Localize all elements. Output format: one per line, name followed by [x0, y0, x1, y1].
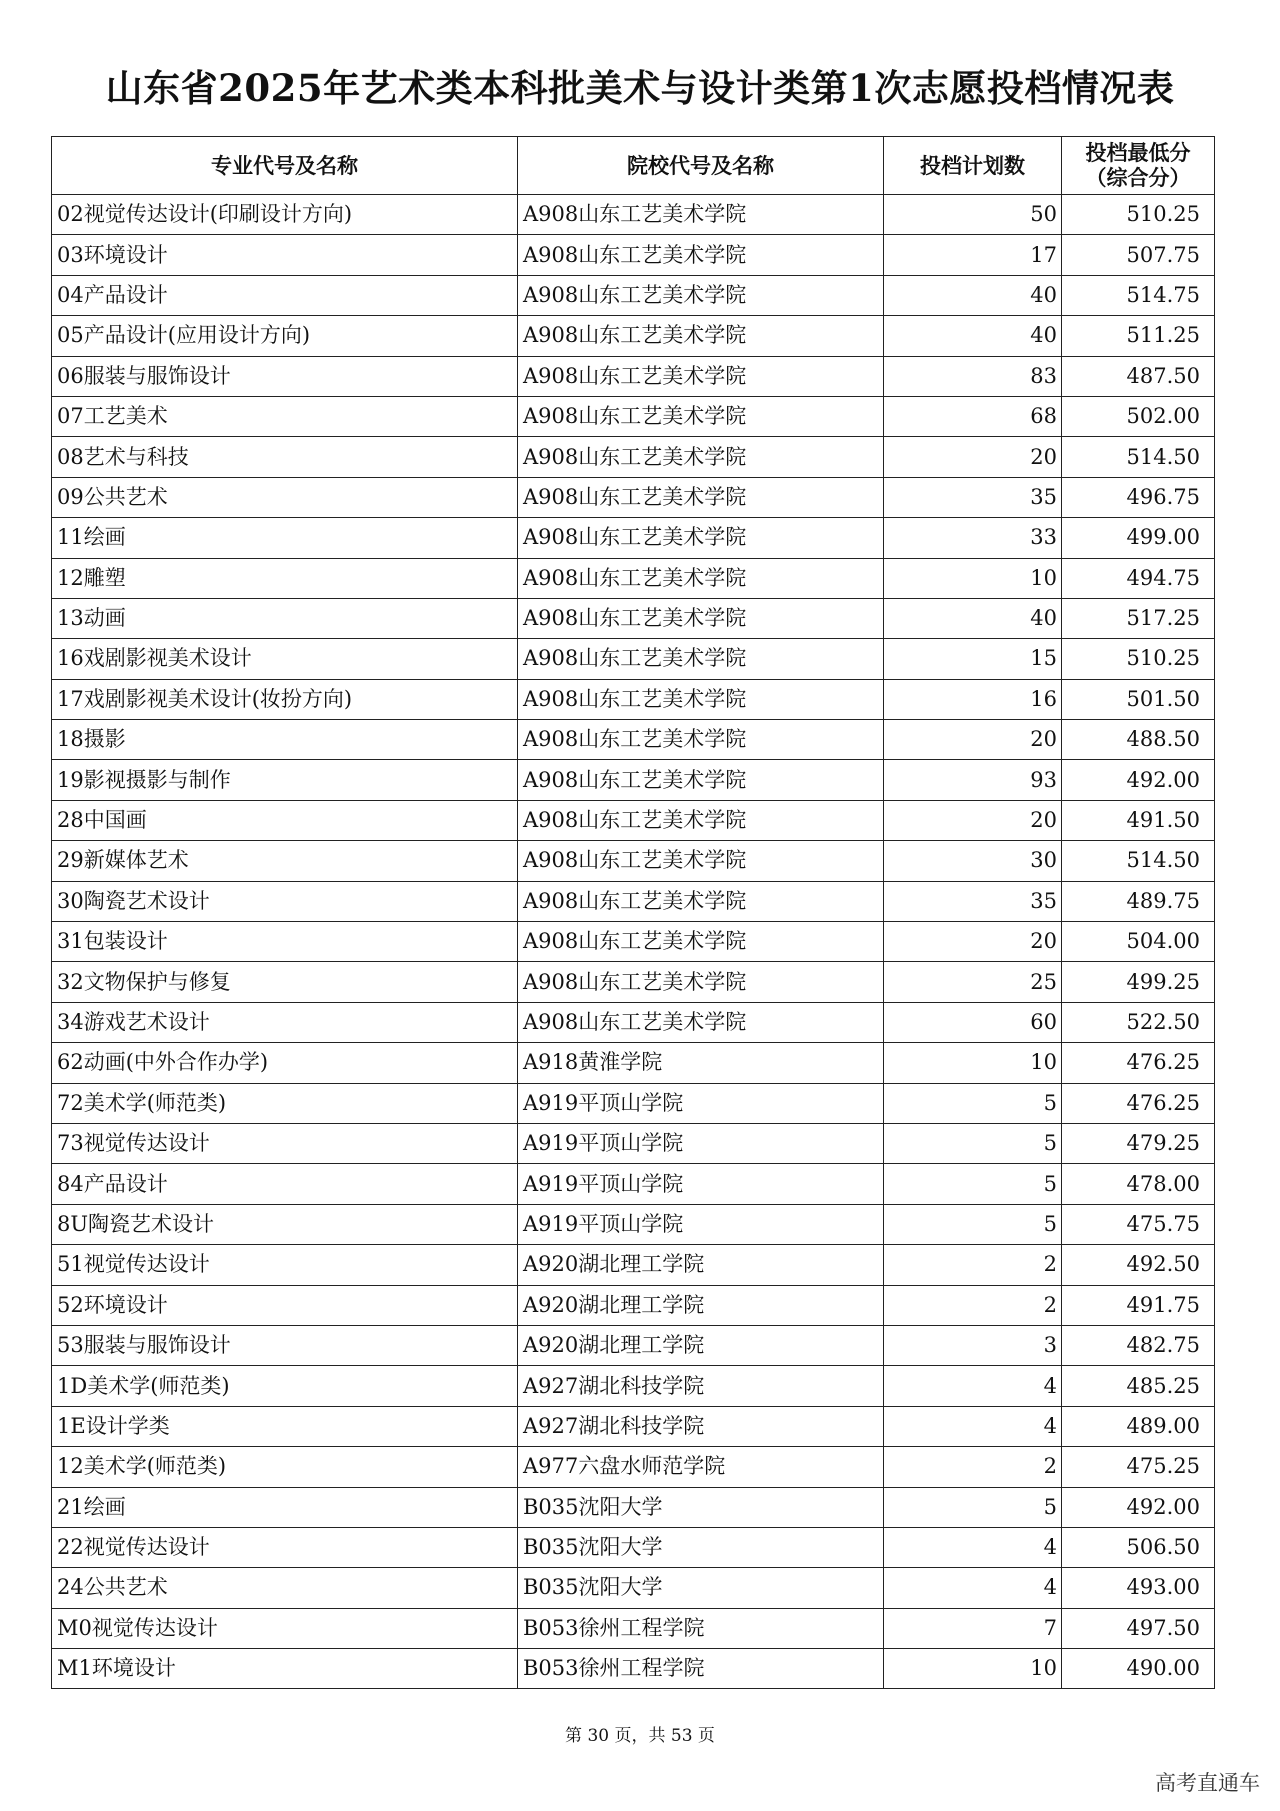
cell-major: 24公共艺术: [52, 1568, 518, 1608]
cell-plan: 10: [884, 1043, 1062, 1083]
cell-school: A908山东工艺美术学院: [518, 356, 884, 396]
table-row: [52, 1083, 1215, 1123]
cell-major: 18摄影: [52, 720, 518, 760]
cell-major: 12雕塑: [52, 558, 518, 598]
cell-score: 514.50: [1062, 437, 1215, 477]
cell-plan: 5: [884, 1487, 1062, 1527]
cell-school: A920湖北理工学院: [518, 1325, 884, 1365]
cell-school: A908山东工艺美术学院: [518, 316, 884, 356]
cell-school: A918黄淮学院: [518, 1043, 884, 1083]
cell-plan: 25: [884, 962, 1062, 1002]
table-row: [52, 962, 1215, 1002]
table-row: [52, 356, 1215, 396]
cell-score: 507.75: [1062, 235, 1215, 275]
cell-plan: 17: [884, 235, 1062, 275]
cell-plan: 4: [884, 1568, 1062, 1608]
cell-score: 492.50: [1062, 1245, 1215, 1285]
cell-school: A908山东工艺美术学院: [518, 760, 884, 800]
cell-major: 62动画(中外合作办学): [52, 1043, 518, 1083]
cell-school: A919平顶山学院: [518, 1123, 884, 1163]
admission-table: [51, 136, 1215, 1689]
cell-major: 34游戏艺术设计: [52, 1002, 518, 1042]
cell-major: 8U陶瓷艺术设计: [52, 1204, 518, 1244]
cell-major: 31包装设计: [52, 922, 518, 962]
cell-score: 489.00: [1062, 1406, 1215, 1446]
cell-plan: 2: [884, 1285, 1062, 1325]
table-row: [52, 437, 1215, 477]
cell-school: A908山东工艺美术学院: [518, 841, 884, 881]
cell-school: A908山东工艺美术学院: [518, 720, 884, 760]
cell-score: 475.25: [1062, 1447, 1215, 1487]
cell-school: A919平顶山学院: [518, 1164, 884, 1204]
cell-major: 13动画: [52, 598, 518, 638]
cell-major: 52环境设计: [52, 1285, 518, 1325]
header-min-score: [1062, 137, 1215, 195]
cell-score: 492.00: [1062, 760, 1215, 800]
table-row: [52, 235, 1215, 275]
cell-score: 517.25: [1062, 598, 1215, 638]
cell-major: 16戏剧影视美术设计: [52, 639, 518, 679]
cell-major: 32文物保护与修复: [52, 962, 518, 1002]
table-row: [52, 679, 1215, 719]
cell-school: A920湖北理工学院: [518, 1245, 884, 1285]
table-row: [52, 1568, 1215, 1608]
cell-score: 489.75: [1062, 881, 1215, 921]
cell-school: A908山东工艺美术学院: [518, 235, 884, 275]
cell-school: B035沈阳大学: [518, 1487, 884, 1527]
cell-school: A908山东工艺美术学院: [518, 598, 884, 638]
cell-school: A908山东工艺美术学院: [518, 396, 884, 436]
cell-score: 501.50: [1062, 679, 1215, 719]
table-row: [52, 558, 1215, 598]
cell-plan: 5: [884, 1204, 1062, 1244]
cell-school: A919平顶山学院: [518, 1083, 884, 1123]
cell-score: 492.00: [1062, 1487, 1215, 1527]
page-footer: 第 30 页，共 53 页: [565, 1726, 715, 1746]
cell-plan: 60: [884, 1002, 1062, 1042]
cell-school: A908山东工艺美术学院: [518, 275, 884, 315]
cell-plan: 4: [884, 1366, 1062, 1406]
cell-plan: 5: [884, 1083, 1062, 1123]
cell-score: 475.75: [1062, 1204, 1215, 1244]
cell-score: 476.25: [1062, 1083, 1215, 1123]
cell-score: 499.00: [1062, 518, 1215, 558]
table-row: [52, 1123, 1215, 1163]
cell-major: M0视觉传达设计: [52, 1608, 518, 1648]
table-row: [52, 720, 1215, 760]
table-row: [52, 1527, 1215, 1567]
cell-plan: 7: [884, 1608, 1062, 1648]
cell-score: 491.50: [1062, 800, 1215, 840]
cell-major: 1D美术学(师范类): [52, 1366, 518, 1406]
table-row: [52, 1406, 1215, 1446]
table-row: [52, 1366, 1215, 1406]
cell-plan: 33: [884, 518, 1062, 558]
table-row: [52, 841, 1215, 881]
cell-plan: 93: [884, 760, 1062, 800]
table-row: [52, 396, 1215, 436]
table-row: [52, 1649, 1215, 1689]
cell-score: 511.25: [1062, 316, 1215, 356]
cell-school: A908山东工艺美术学院: [518, 1002, 884, 1042]
cell-school: A927湖北科技学院: [518, 1366, 884, 1406]
cell-score: 476.25: [1062, 1043, 1215, 1083]
cell-plan: 2: [884, 1245, 1062, 1285]
table-row: [52, 598, 1215, 638]
table-row: [52, 1245, 1215, 1285]
cell-major: 30陶瓷艺术设计: [52, 881, 518, 921]
cell-score: 491.75: [1062, 1285, 1215, 1325]
cell-school: B053徐州工程学院: [518, 1649, 884, 1689]
header-min-score-line2: （综合分）: [1085, 164, 1191, 190]
cell-school: A908山东工艺美术学院: [518, 800, 884, 840]
cell-plan: 2: [884, 1447, 1062, 1487]
cell-major: 08艺术与科技: [52, 437, 518, 477]
header-plan: 投档计划数: [884, 137, 1062, 195]
cell-school: A908山东工艺美术学院: [518, 477, 884, 517]
cell-score: 488.50: [1062, 720, 1215, 760]
cell-major: 07工艺美术: [52, 396, 518, 436]
table-row: [52, 881, 1215, 921]
cell-school: A908山东工艺美术学院: [518, 558, 884, 598]
table-row: [52, 1204, 1215, 1244]
cell-major: M1环境设计: [52, 1649, 518, 1689]
cell-score: 506.50: [1062, 1527, 1215, 1567]
cell-plan: 20: [884, 800, 1062, 840]
cell-major: 53服装与服饰设计: [52, 1325, 518, 1365]
cell-plan: 30: [884, 841, 1062, 881]
table-row: [52, 1325, 1215, 1365]
cell-school: B053徐州工程学院: [518, 1608, 884, 1648]
cell-major: 84产品设计: [52, 1164, 518, 1204]
cell-plan: 5: [884, 1164, 1062, 1204]
table-row: [52, 1608, 1215, 1648]
cell-score: 493.00: [1062, 1568, 1215, 1608]
cell-plan: 40: [884, 275, 1062, 315]
cell-plan: 5: [884, 1123, 1062, 1163]
cell-major: 11绘画: [52, 518, 518, 558]
table-row: [52, 316, 1215, 356]
table-row: [52, 1164, 1215, 1204]
cell-school: A908山东工艺美术学院: [518, 922, 884, 962]
cell-school: A908山东工艺美术学院: [518, 639, 884, 679]
table-row: [52, 477, 1215, 517]
cell-plan: 50: [884, 195, 1062, 235]
cell-score: 490.00: [1062, 1649, 1215, 1689]
table-row: [52, 275, 1215, 315]
cell-score: 479.25: [1062, 1123, 1215, 1163]
cell-school: A920湖北理工学院: [518, 1285, 884, 1325]
cell-score: 499.25: [1062, 962, 1215, 1002]
cell-plan: 20: [884, 437, 1062, 477]
table-row: [52, 1285, 1215, 1325]
cell-school: A908山东工艺美术学院: [518, 679, 884, 719]
cell-score: 504.00: [1062, 922, 1215, 962]
document-title: 山东省2025年艺术类本科批美术与设计类第1次志愿投档情况表: [105, 66, 1175, 110]
cell-plan: 20: [884, 720, 1062, 760]
table-row: [52, 760, 1215, 800]
cell-school: A908山东工艺美术学院: [518, 881, 884, 921]
cell-plan: 35: [884, 881, 1062, 921]
cell-plan: 35: [884, 477, 1062, 517]
cell-plan: 40: [884, 598, 1062, 638]
cell-school: A977六盘水师范学院: [518, 1447, 884, 1487]
cell-score: 496.75: [1062, 477, 1215, 517]
cell-school: A908山东工艺美术学院: [518, 962, 884, 1002]
watermark: 高考直通车: [1155, 1771, 1260, 1795]
table-row: [52, 922, 1215, 962]
cell-plan: 3: [884, 1325, 1062, 1365]
cell-school: A908山东工艺美术学院: [518, 437, 884, 477]
cell-school: A919平顶山学院: [518, 1204, 884, 1244]
cell-major: 29新媒体艺术: [52, 841, 518, 881]
cell-major: 73视觉传达设计: [52, 1123, 518, 1163]
cell-score: 514.75: [1062, 275, 1215, 315]
cell-score: 494.75: [1062, 558, 1215, 598]
cell-school: A908山东工艺美术学院: [518, 518, 884, 558]
table-row: [52, 518, 1215, 558]
table-row: [52, 800, 1215, 840]
cell-plan: 4: [884, 1406, 1062, 1446]
cell-major: 22视觉传达设计: [52, 1527, 518, 1567]
cell-school: A927湖北科技学院: [518, 1406, 884, 1446]
table-row: [52, 1447, 1215, 1487]
cell-major: 51视觉传达设计: [52, 1245, 518, 1285]
cell-major: 1E设计学类: [52, 1406, 518, 1446]
cell-major: 02视觉传达设计(印刷设计方向): [52, 195, 518, 235]
cell-plan: 68: [884, 396, 1062, 436]
cell-school: B035沈阳大学: [518, 1568, 884, 1608]
header-school: 院校代号及名称: [518, 137, 884, 195]
cell-major: 09公共艺术: [52, 477, 518, 517]
cell-major: 19影视摄影与制作: [52, 760, 518, 800]
cell-plan: 10: [884, 558, 1062, 598]
cell-major: 17戏剧影视美术设计(妆扮方向): [52, 679, 518, 719]
cell-score: 497.50: [1062, 1608, 1215, 1648]
cell-score: 510.25: [1062, 195, 1215, 235]
cell-plan: 83: [884, 356, 1062, 396]
cell-plan: 10: [884, 1649, 1062, 1689]
cell-plan: 4: [884, 1527, 1062, 1567]
cell-plan: 16: [884, 679, 1062, 719]
header-min-score-line1: 投档最低分: [1085, 140, 1191, 166]
cell-major: 03环境设计: [52, 235, 518, 275]
cell-score: 510.25: [1062, 639, 1215, 679]
cell-score: 485.25: [1062, 1366, 1215, 1406]
table-header-row: [52, 137, 1215, 195]
cell-school: A908山东工艺美术学院: [518, 195, 884, 235]
cell-plan: 20: [884, 922, 1062, 962]
cell-score: 522.50: [1062, 1002, 1215, 1042]
cell-major: 06服装与服饰设计: [52, 356, 518, 396]
cell-score: 478.00: [1062, 1164, 1215, 1204]
cell-major: 12美术学(师范类): [52, 1447, 518, 1487]
cell-score: 487.50: [1062, 356, 1215, 396]
table-body: [52, 195, 1215, 1689]
cell-score: 502.00: [1062, 396, 1215, 436]
cell-major: 72美术学(师范类): [52, 1083, 518, 1123]
table-row: [52, 1487, 1215, 1527]
cell-plan: 40: [884, 316, 1062, 356]
cell-score: 482.75: [1062, 1325, 1215, 1365]
cell-major: 05产品设计(应用设计方向): [52, 316, 518, 356]
cell-plan: 15: [884, 639, 1062, 679]
table-row: [52, 1002, 1215, 1042]
cell-major: 04产品设计: [52, 275, 518, 315]
table-row: [52, 1043, 1215, 1083]
table-row: [52, 639, 1215, 679]
cell-score: 514.50: [1062, 841, 1215, 881]
cell-major: 28中国画: [52, 800, 518, 840]
cell-school: B035沈阳大学: [518, 1527, 884, 1567]
header-major: 专业代号及名称: [52, 137, 518, 195]
table-row: [52, 195, 1215, 235]
cell-major: 21绘画: [52, 1487, 518, 1527]
